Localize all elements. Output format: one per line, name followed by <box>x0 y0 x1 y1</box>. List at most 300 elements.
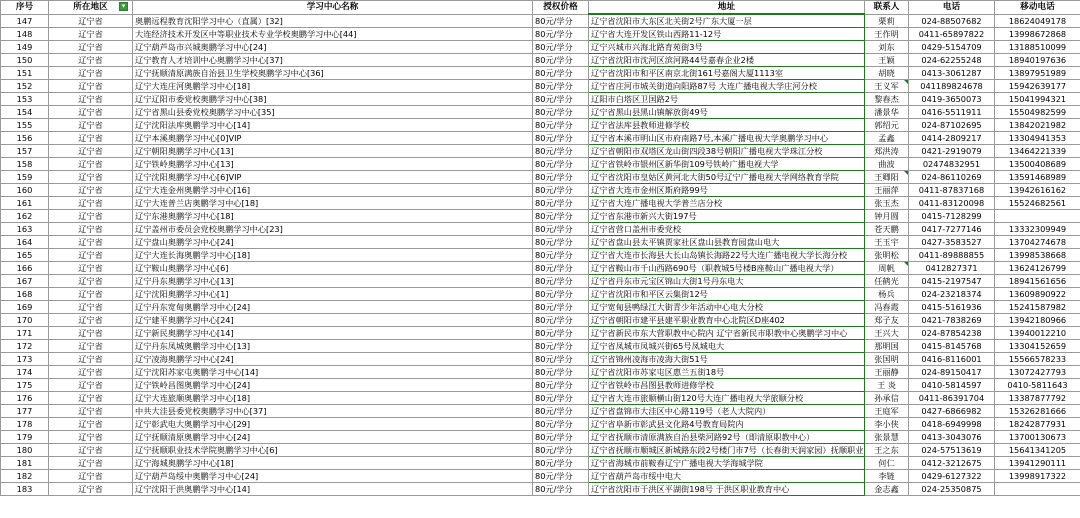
cell-address[interactable]: 辽宁省沈阳市和平区云集街12号 <box>589 288 865 301</box>
cell-address[interactable]: 辽宁省沈阳市沈河区滨河路44号嘉春企业2楼 <box>589 54 865 67</box>
cell-tel[interactable]: 02474832951 <box>909 158 995 171</box>
cell-mobile[interactable]: 13609890922 <box>995 288 1080 301</box>
cell-price[interactable]: 80元/学分 <box>533 314 589 327</box>
header-mobile[interactable]: 移动电话 <box>995 1 1080 15</box>
cell-seq[interactable]: 154 <box>1 106 49 119</box>
cell-province[interactable]: 辽宁省 <box>49 54 133 67</box>
cell-address[interactable]: 辽宁省海城市前鞍春辽宁广播电视大学海城学院 <box>589 457 865 470</box>
cell-name[interactable]: 辽宁抚顺职业技术学院奥鹏学习中心[6] <box>133 444 533 457</box>
cell-seq[interactable]: 183 <box>1 483 49 496</box>
cell-seq[interactable]: 156 <box>1 132 49 145</box>
cell-name[interactable]: 辽宁丹东奥鹏学习中心[13] <box>133 275 533 288</box>
cell-name[interactable]: 辽宁葫芦岛绥中奥鹏学习中心[24] <box>133 470 533 483</box>
cell-name[interactable]: 辽宁铁岭昌图奥鹏学习中心[24] <box>133 379 533 392</box>
cell-price[interactable]: 80元/学分 <box>533 80 589 93</box>
cell-contact[interactable]: 张景慧 <box>865 431 909 444</box>
cell-price[interactable]: 80元/学分 <box>533 93 589 106</box>
cell-seq[interactable]: 178 <box>1 418 49 431</box>
cell-mobile[interactable]: 15566578233 <box>995 353 1080 366</box>
cell-contact[interactable]: 金志鑫 <box>865 483 909 496</box>
cell-tel[interactable]: 0416-5511911 <box>909 106 995 119</box>
cell-seq[interactable]: 155 <box>1 119 49 132</box>
cell-mobile[interactable]: 13704274678 <box>995 236 1080 249</box>
cell-address[interactable]: 辽阳市白塔区卫国路2号 <box>589 93 865 106</box>
cell-address[interactable]: 辽宁省大连广播电视大学普兰店分校 <box>589 197 865 210</box>
cell-seq[interactable]: 167 <box>1 275 49 288</box>
cell-tel[interactable]: 024-86110269 <box>909 171 995 184</box>
cell-mobile[interactable]: 15326281666 <box>995 405 1080 418</box>
cell-price[interactable]: 80元/学分 <box>533 262 589 275</box>
filter-icon[interactable]: ▾ <box>119 2 128 11</box>
cell-contact[interactable]: 栗莉 <box>865 14 909 28</box>
cell-tel[interactable]: 0427-6866982 <box>909 405 995 418</box>
cell-mobile[interactable]: 15524682561 <box>995 197 1080 210</box>
cell-tel[interactable]: 024-88507682 <box>909 14 995 28</box>
cell-price[interactable]: 80元/学分 <box>533 470 589 483</box>
cell-address[interactable]: 辽宁省沈阳市大东区北关街2号广东大厦一层 <box>589 14 865 28</box>
cell-contact[interactable]: 周帆 <box>865 262 909 275</box>
cell-contact[interactable]: 李链 <box>865 470 909 483</box>
cell-tel[interactable]: 024-87854238 <box>909 327 995 340</box>
cell-address[interactable]: 辽宁省凤城市凤城兴街65号凤城电大 <box>589 340 865 353</box>
cell-price[interactable]: 80元/学分 <box>533 301 589 314</box>
header-tel[interactable]: 电话 <box>909 1 995 15</box>
cell-name[interactable]: 辽宁建平奥鹏学习中心[24] <box>133 314 533 327</box>
cell-tel[interactable]: 0429-6127322 <box>909 470 995 483</box>
cell-tel[interactable]: 0411-83120098 <box>909 197 995 210</box>
cell-province[interactable]: 辽宁省 <box>49 379 133 392</box>
cell-tel[interactable]: 0414-2809217 <box>909 132 995 145</box>
cell-address[interactable]: 辽宁省大连市旅顺横山街120号大连广播电视大学旅顺分校 <box>589 392 865 405</box>
cell-mobile[interactable]: 13464221339 <box>995 145 1080 158</box>
cell-province[interactable]: 辽宁省 <box>49 171 133 184</box>
cell-mobile[interactable] <box>995 210 1080 223</box>
cell-price[interactable]: 80元/学分 <box>533 431 589 444</box>
cell-price[interactable]: 80元/学分 <box>533 54 589 67</box>
cell-seq[interactable]: 150 <box>1 54 49 67</box>
cell-mobile[interactable]: 13188510099 <box>995 41 1080 54</box>
cell-contact[interactable]: 王卿阳 <box>865 171 909 184</box>
cell-tel[interactable]: 0416-8116001 <box>909 353 995 366</box>
cell-seq[interactable]: 168 <box>1 288 49 301</box>
cell-contact[interactable]: 郭绍元 <box>865 119 909 132</box>
cell-tel[interactable]: 0410-5814597 <box>909 379 995 392</box>
cell-tel[interactable]: 0413-3043076 <box>909 431 995 444</box>
cell-seq[interactable]: 149 <box>1 41 49 54</box>
cell-tel[interactable]: 024-57513619 <box>909 444 995 457</box>
cell-province[interactable]: 辽宁省 <box>49 470 133 483</box>
cell-address[interactable]: 辽宁省法库县教师进修学校 <box>589 119 865 132</box>
cell-name[interactable]: 辽宁盖州市委员会党校奥鹏学习中心[23] <box>133 223 533 236</box>
header-price[interactable]: 授权价格 <box>533 1 589 15</box>
cell-price[interactable]: 80元/学分 <box>533 41 589 54</box>
cell-name[interactable]: 辽宁抚顺清原满族自治县卫生学校奥鹏学习中心[36] <box>133 67 533 80</box>
cell-contact[interactable]: 刘东 <box>865 41 909 54</box>
cell-mobile[interactable]: 15041994321 <box>995 93 1080 106</box>
cell-address[interactable]: 辽宁省鞍山市千山西路690号（职教城5号楼B座鞍山广播电视大学） <box>589 262 865 275</box>
cell-name[interactable]: 辽宁海城奥鹏学习中心[18] <box>133 457 533 470</box>
cell-mobile[interactable]: 13942180966 <box>995 314 1080 327</box>
cell-price[interactable]: 80元/学分 <box>533 340 589 353</box>
cell-province[interactable]: 辽宁省 <box>49 340 133 353</box>
cell-contact[interactable]: 孟鑫 <box>865 132 909 145</box>
cell-province[interactable]: 辽宁省 <box>49 28 133 41</box>
cell-name[interactable]: 辽宁东港奥鹏学习中心[18] <box>133 210 533 223</box>
cell-seq[interactable]: 160 <box>1 184 49 197</box>
cell-tel[interactable]: 024-23218374 <box>909 288 995 301</box>
cell-seq[interactable]: 165 <box>1 249 49 262</box>
cell-mobile[interactable]: 13998672868 <box>995 28 1080 41</box>
cell-province[interactable]: 辽宁省 <box>49 249 133 262</box>
cell-price[interactable]: 80元/学分 <box>533 444 589 457</box>
cell-province[interactable]: 辽宁省 <box>49 14 133 28</box>
cell-mobile[interactable]: 18624049178 <box>995 14 1080 28</box>
cell-tel[interactable]: 0418-6949998 <box>909 418 995 431</box>
cell-contact[interactable]: 任鹤光 <box>865 275 909 288</box>
cell-mobile[interactable]: 18940197636 <box>995 54 1080 67</box>
cell-price[interactable]: 80元/学分 <box>533 14 589 28</box>
cell-province[interactable]: 辽宁省 <box>49 184 133 197</box>
cell-contact[interactable]: 王庭军 <box>865 405 909 418</box>
cell-mobile[interactable]: 15942639177 <box>995 80 1080 93</box>
cell-price[interactable]: 80元/学分 <box>533 457 589 470</box>
cell-contact[interactable]: 何仁 <box>865 457 909 470</box>
header-address[interactable]: 地址 <box>589 1 865 15</box>
cell-tel[interactable]: 0415-8145768 <box>909 340 995 353</box>
cell-address[interactable]: 辽宁省大连市金州区斯府路99号 <box>589 184 865 197</box>
cell-mobile[interactable]: 13332309949 <box>995 223 1080 236</box>
cell-mobile[interactable]: 15641341205 <box>995 444 1080 457</box>
cell-price[interactable]: 80元/学分 <box>533 288 589 301</box>
cell-province[interactable]: 辽宁省 <box>49 145 133 158</box>
cell-province[interactable]: 辽宁省 <box>49 431 133 444</box>
cell-seq[interactable]: 158 <box>1 158 49 171</box>
cell-address[interactable]: 辽宁省沈阳市皇姑区黄河北大街50号辽宁广播电视大学网络教育学院 <box>589 171 865 184</box>
cell-contact[interactable]: 苍天鹏 <box>865 223 909 236</box>
cell-province[interactable]: 辽宁省 <box>49 236 133 249</box>
cell-province[interactable]: 辽宁省 <box>49 353 133 366</box>
cell-seq[interactable]: 174 <box>1 366 49 379</box>
cell-address[interactable]: 辽宁省沈阳市苏家屯区惠兰五街18号 <box>589 366 865 379</box>
cell-contact[interactable]: 王义军 <box>865 80 909 93</box>
cell-name[interactable]: 辽宁大连普兰店奥鹏学习中心[18] <box>133 197 533 210</box>
cell-seq[interactable]: 148 <box>1 28 49 41</box>
cell-province[interactable]: 辽宁省 <box>49 119 133 132</box>
cell-mobile[interactable]: 13998538668 <box>995 249 1080 262</box>
cell-seq[interactable]: 173 <box>1 353 49 366</box>
cell-seq[interactable]: 175 <box>1 379 49 392</box>
cell-price[interactable]: 80元/学分 <box>533 483 589 496</box>
cell-address[interactable]: 辽宁省黑山县黑山镇解放街49号 <box>589 106 865 119</box>
cell-address[interactable]: 辽宁省铁岭市银州区新华街109号铁岭广播电视大学 <box>589 158 865 171</box>
cell-price[interactable]: 80元/学分 <box>533 275 589 288</box>
cell-contact[interactable]: 张国明 <box>865 353 909 366</box>
cell-tel[interactable]: 0421-7838269 <box>909 314 995 327</box>
cell-price[interactable]: 80元/学分 <box>533 145 589 158</box>
cell-name[interactable]: 辽宁鞍山奥鹏学习中心[6] <box>133 262 533 275</box>
cell-mobile[interactable]: 13942616162 <box>995 184 1080 197</box>
cell-mobile[interactable]: 13941290111 <box>995 457 1080 470</box>
cell-name[interactable]: 辽宁铁岭奥鹏学习中心[13] <box>133 158 533 171</box>
cell-address[interactable]: 辽宁省葫芦岛市绥中电大 <box>589 470 865 483</box>
cell-tel[interactable]: 0411-86391704 <box>909 392 995 405</box>
cell-name[interactable]: 辽宁沈阳于洪奥鹏学习中心[14] <box>133 483 533 496</box>
cell-mobile[interactable]: 15241587982 <box>995 301 1080 314</box>
cell-seq[interactable]: 172 <box>1 340 49 353</box>
cell-price[interactable]: 80元/学分 <box>533 223 589 236</box>
cell-tel[interactable]: 024-62255248 <box>909 54 995 67</box>
cell-address[interactable]: 辽宁省锦州凌海市凌海大街51号 <box>589 353 865 366</box>
cell-mobile[interactable] <box>995 483 1080 496</box>
cell-contact[interactable]: 王丽萍 <box>865 184 909 197</box>
cell-mobile[interactable]: 13591468989 <box>995 171 1080 184</box>
cell-address[interactable]: 辽宁省盘山县太平镇贾家社区盘山县教育园盘山电大 <box>589 236 865 249</box>
cell-price[interactable]: 80元/学分 <box>533 197 589 210</box>
cell-seq[interactable]: 177 <box>1 405 49 418</box>
cell-address[interactable]: 辽宁省东港市新兴大街197号 <box>589 210 865 223</box>
cell-price[interactable]: 80元/学分 <box>533 392 589 405</box>
cell-name[interactable]: 大连经济技术开发区中等职业技术专业学校奥鹏学习中心[44] <box>133 28 533 41</box>
cell-address[interactable]: 辽宁省大连市长海县大长山岛镇长海路22号大连广播电视大学长海分校 <box>589 249 865 262</box>
cell-province[interactable]: 辽宁省 <box>49 288 133 301</box>
cell-tel[interactable]: 024-25350875 <box>909 483 995 496</box>
cell-address[interactable]: 辽宁省朝阳市建平县建平职业教育中心北院区D座402 <box>589 314 865 327</box>
cell-address[interactable]: 辽宁省营口盖州市委党校 <box>589 223 865 236</box>
cell-name[interactable]: 辽宁省黑山县委党校奥鹏学习中心[35] <box>133 106 533 119</box>
cell-price[interactable]: 80元/学分 <box>533 106 589 119</box>
cell-seq[interactable]: 147 <box>1 14 49 28</box>
cell-province[interactable]: 辽宁省 <box>49 67 133 80</box>
cell-province[interactable]: 辽宁省 <box>49 132 133 145</box>
cell-province[interactable]: 辽宁省 <box>49 457 133 470</box>
cell-mobile[interactable]: 13304941353 <box>995 132 1080 145</box>
cell-seq[interactable]: 170 <box>1 314 49 327</box>
cell-mobile[interactable]: 13387877792 <box>995 392 1080 405</box>
cell-contact[interactable]: 王玉宇 <box>865 236 909 249</box>
cell-name[interactable]: 辽宁沈阳奥鹏学习中心[1] <box>133 288 533 301</box>
cell-address[interactable]: 辽宁省阜新市彰武县文化路4号教育局院内 <box>589 418 865 431</box>
cell-price[interactable]: 80元/学分 <box>533 418 589 431</box>
cell-contact[interactable]: 王颖 <box>865 54 909 67</box>
cell-contact[interactable]: 张玉杰 <box>865 197 909 210</box>
cell-seq[interactable]: 151 <box>1 67 49 80</box>
cell-name[interactable]: 辽宁凌海奥鹏学习中心[24] <box>133 353 533 366</box>
cell-name[interactable]: 辽宁新民奥鹏学习中心[14] <box>133 327 533 340</box>
cell-tel[interactable]: 0415-2197547 <box>909 275 995 288</box>
header-contact[interactable]: 联系人 <box>865 1 909 15</box>
cell-province[interactable]: 辽宁省 <box>49 275 133 288</box>
cell-contact[interactable]: 曲波 <box>865 158 909 171</box>
cell-province[interactable]: 辽宁省 <box>49 483 133 496</box>
cell-contact[interactable]: 李小侠 <box>865 418 909 431</box>
cell-name[interactable]: 辽宁教育人才培训中心奥鹏学习中心[37] <box>133 54 533 67</box>
cell-seq[interactable]: 169 <box>1 301 49 314</box>
cell-province[interactable]: 辽宁省 <box>49 314 133 327</box>
cell-contact[interactable]: 张明松 <box>865 249 909 262</box>
cell-mobile[interactable]: 18941561656 <box>995 275 1080 288</box>
cell-price[interactable]: 80元/学分 <box>533 366 589 379</box>
cell-address[interactable]: 辽宁省朝阳市双塔区龙山街四段38号朝阳广播电视大学珠江分校 <box>589 145 865 158</box>
cell-mobile[interactable]: 15504982599 <box>995 106 1080 119</box>
cell-contact[interactable]: 冯春霞 <box>865 301 909 314</box>
cell-province[interactable]: 辽宁省 <box>49 223 133 236</box>
cell-tel[interactable]: 024-87102695 <box>909 119 995 132</box>
cell-seq[interactable]: 157 <box>1 145 49 158</box>
cell-seq[interactable]: 171 <box>1 327 49 340</box>
header-province[interactable] <box>49 1 133 15</box>
cell-seq[interactable]: 152 <box>1 80 49 93</box>
cell-province[interactable]: 辽宁省 <box>49 392 133 405</box>
cell-price[interactable]: 80元/学分 <box>533 67 589 80</box>
cell-name[interactable]: 辽宁沈阳苏家屯奥鹏学习中心[14] <box>133 366 533 379</box>
cell-seq[interactable]: 166 <box>1 262 49 275</box>
cell-price[interactable]: 80元/学分 <box>533 28 589 41</box>
cell-name[interactable]: 辽宁葫芦岛市兴城奥鹏学习中心[24] <box>133 41 533 54</box>
cell-province[interactable]: 辽宁省 <box>49 366 133 379</box>
cell-price[interactable]: 80元/学分 <box>533 353 589 366</box>
cell-name[interactable]: 辽宁大连金州奥鹏学习中心[16] <box>133 184 533 197</box>
cell-address[interactable]: 辽宁省盘锦市大洼区中心路119号（老人大院内） <box>589 405 865 418</box>
cell-name[interactable]: 辽宁辽阳市委党校奥鹏学习中心[38] <box>133 93 533 106</box>
header-name[interactable]: 学习中心名称 <box>133 1 533 15</box>
cell-province[interactable]: 辽宁省 <box>49 327 133 340</box>
cell-price[interactable]: 80元/学分 <box>533 210 589 223</box>
cell-mobile[interactable]: 13897951989 <box>995 67 1080 80</box>
cell-seq[interactable]: 179 <box>1 431 49 444</box>
cell-contact[interactable]: 杨兵 <box>865 288 909 301</box>
cell-address[interactable]: 辽宁宽甸县鸭绿江大街青少年活动中心电大分校 <box>589 301 865 314</box>
cell-name[interactable]: 辽宁丹东宽甸奥鹏学习中心[24] <box>133 301 533 314</box>
cell-price[interactable]: 80元/学分 <box>533 236 589 249</box>
cell-mobile[interactable]: 13304152659 <box>995 340 1080 353</box>
cell-contact[interactable]: 那明国 <box>865 340 909 353</box>
cell-contact[interactable]: 王丽静 <box>865 366 909 379</box>
cell-contact[interactable]: 黎春杰 <box>865 93 909 106</box>
cell-province[interactable]: 辽宁省 <box>49 93 133 106</box>
cell-name[interactable]: 辽宁抚顺清原奥鹏学习中心[24] <box>133 431 533 444</box>
cell-tel[interactable]: 024-89150417 <box>909 366 995 379</box>
cell-name[interactable]: 中共大洼县委党校奥鹏学习中心[37] <box>133 405 533 418</box>
cell-price[interactable]: 80元/学分 <box>533 327 589 340</box>
cell-address[interactable]: 辽宁省抚顺市清原满族自治县柴河路92号（即清原职教中心） <box>589 431 865 444</box>
cell-seq[interactable]: 163 <box>1 223 49 236</box>
cell-contact[interactable]: 孙承信 <box>865 392 909 405</box>
cell-seq[interactable]: 180 <box>1 444 49 457</box>
cell-name[interactable]: 辽宁大连庄河奥鹏学习中心[18] <box>133 80 533 93</box>
cell-price[interactable]: 80元/学分 <box>533 379 589 392</box>
cell-mobile[interactable]: 13700130673 <box>995 431 1080 444</box>
cell-price[interactable]: 80元/学分 <box>533 132 589 145</box>
cell-address[interactable]: 辽宁省新民市东大营职教中心院内 辽宁省新民市职教中心奥鹏学习中心 <box>589 327 865 340</box>
cell-tel[interactable]: 0411-65897822 <box>909 28 995 41</box>
cell-mobile[interactable]: 13072427793 <box>995 366 1080 379</box>
cell-province[interactable]: 辽宁省 <box>49 210 133 223</box>
cell-tel[interactable]: 0427-3583527 <box>909 236 995 249</box>
cell-seq[interactable]: 176 <box>1 392 49 405</box>
cell-tel[interactable]: 0411-89888855 <box>909 249 995 262</box>
cell-address[interactable]: 辽宁省沈阳市和平区南京北街161号嘉阁大厦1113室 <box>589 67 865 80</box>
cell-tel[interactable]: 0417-7277146 <box>909 223 995 236</box>
cell-name[interactable]: 辽宁丹东凤城奥鹏学习中心[13] <box>133 340 533 353</box>
cell-name[interactable]: 辽宁盘山奥鹏学习中心[24] <box>133 236 533 249</box>
cell-province[interactable]: 辽宁省 <box>49 80 133 93</box>
cell-name[interactable]: 辽宁朝阳奥鹏学习中心[13] <box>133 145 533 158</box>
cell-name[interactable]: 辽宁本溪奥鹏学习中心[0]VIP <box>133 132 533 145</box>
cell-tel[interactable]: 0415-5161936 <box>909 301 995 314</box>
cell-seq[interactable]: 161 <box>1 197 49 210</box>
cell-province[interactable]: 辽宁省 <box>49 41 133 54</box>
cell-contact[interactable]: 王 炎 <box>865 379 909 392</box>
cell-seq[interactable]: 182 <box>1 470 49 483</box>
cell-tel[interactable]: 0429-5154709 <box>909 41 995 54</box>
cell-address[interactable]: 辽宁省庄河市城关街道向阳路87号 大连广播电视大学庄河分校 <box>589 80 865 93</box>
cell-province[interactable]: 辽宁省 <box>49 262 133 275</box>
cell-contact[interactable]: 王作明 <box>865 28 909 41</box>
cell-name[interactable]: 辽宁大连旅顺奥鹏学习中心[18] <box>133 392 533 405</box>
cell-tel[interactable]: 0415-7128299 <box>909 210 995 223</box>
cell-province[interactable]: 辽宁省 <box>49 197 133 210</box>
cell-address[interactable]: 辽宁省抚顺市顺城区新城路东段2号楼门市7号（长春街天润家园）抚顺职业 <box>589 444 865 457</box>
cell-price[interactable]: 80元/学分 <box>533 184 589 197</box>
cell-mobile[interactable]: 13940012210 <box>995 327 1080 340</box>
cell-province[interactable]: 辽宁省 <box>49 106 133 119</box>
cell-price[interactable]: 80元/学分 <box>533 405 589 418</box>
cell-name[interactable]: 辽宁沈阳奥鹏学习中心[6]VIP <box>133 171 533 184</box>
cell-province[interactable]: 辽宁省 <box>49 301 133 314</box>
cell-name[interactable]: 辽宁彰武电大奥鹏学习中心[29] <box>133 418 533 431</box>
cell-seq[interactable]: 181 <box>1 457 49 470</box>
cell-contact[interactable]: 潘景华 <box>865 106 909 119</box>
cell-contact[interactable]: 王之东 <box>865 444 909 457</box>
cell-tel[interactable]: 041189824678 <box>909 80 995 93</box>
cell-mobile[interactable]: 13998917322 <box>995 470 1080 483</box>
cell-name[interactable]: 辽宁沈阳法库奥鹏学习中心[14] <box>133 119 533 132</box>
cell-price[interactable]: 80元/学分 <box>533 249 589 262</box>
cell-province[interactable]: 辽宁省 <box>49 444 133 457</box>
cell-price[interactable]: 80元/学分 <box>533 119 589 132</box>
cell-tel[interactable]: 0412827371 <box>909 262 995 275</box>
header-seq[interactable]: 序号 <box>1 1 49 15</box>
cell-mobile[interactable]: 18242877931 <box>995 418 1080 431</box>
cell-contact[interactable]: 郑洪涛 <box>865 145 909 158</box>
cell-mobile[interactable]: 13842021982 <box>995 119 1080 132</box>
cell-address[interactable]: 辽宁省沈阳市于洪区平湖街198号 于洪区职业教育中心 <box>589 483 865 496</box>
cell-seq[interactable]: 164 <box>1 236 49 249</box>
cell-address[interactable]: 辽宁省丹东市元宝区锦山大街1号丹东电大 <box>589 275 865 288</box>
cell-mobile[interactable]: 0410-5811643 <box>995 379 1080 392</box>
cell-address[interactable]: 辽宁省本溪市明山区市府南路7号,本溪广播电视大学奥鹏学习中心 <box>589 132 865 145</box>
cell-contact[interactable]: 郑子友 <box>865 314 909 327</box>
cell-province[interactable]: 辽宁省 <box>49 405 133 418</box>
cell-tel[interactable]: 0413-3061287 <box>909 67 995 80</box>
cell-name[interactable]: 奥鹏远程教育沈阳学习中心（直属）[32] <box>133 14 533 28</box>
cell-price[interactable]: 80元/学分 <box>533 171 589 184</box>
cell-tel[interactable]: 0411-87837168 <box>909 184 995 197</box>
cell-contact[interactable]: 胡晓 <box>865 67 909 80</box>
cell-seq[interactable]: 162 <box>1 210 49 223</box>
cell-tel[interactable]: 0421-2919079 <box>909 145 995 158</box>
cell-contact[interactable]: 王兴大 <box>865 327 909 340</box>
cell-address[interactable]: 辽宁兴城市兴海北路育苑街3号 <box>589 41 865 54</box>
cell-province[interactable]: 辽宁省 <box>49 158 133 171</box>
cell-contact[interactable]: 钟月圆 <box>865 210 909 223</box>
cell-price[interactable]: 80元/学分 <box>533 158 589 171</box>
cell-province[interactable]: 辽宁省 <box>49 418 133 431</box>
cell-tel[interactable]: 0412-3212675 <box>909 457 995 470</box>
cell-seq[interactable]: 153 <box>1 93 49 106</box>
cell-address[interactable]: 辽宁省大连开发区铁山西路11-12号 <box>589 28 865 41</box>
cell-name[interactable]: 辽宁大连长海奥鹏学习中心[18] <box>133 249 533 262</box>
